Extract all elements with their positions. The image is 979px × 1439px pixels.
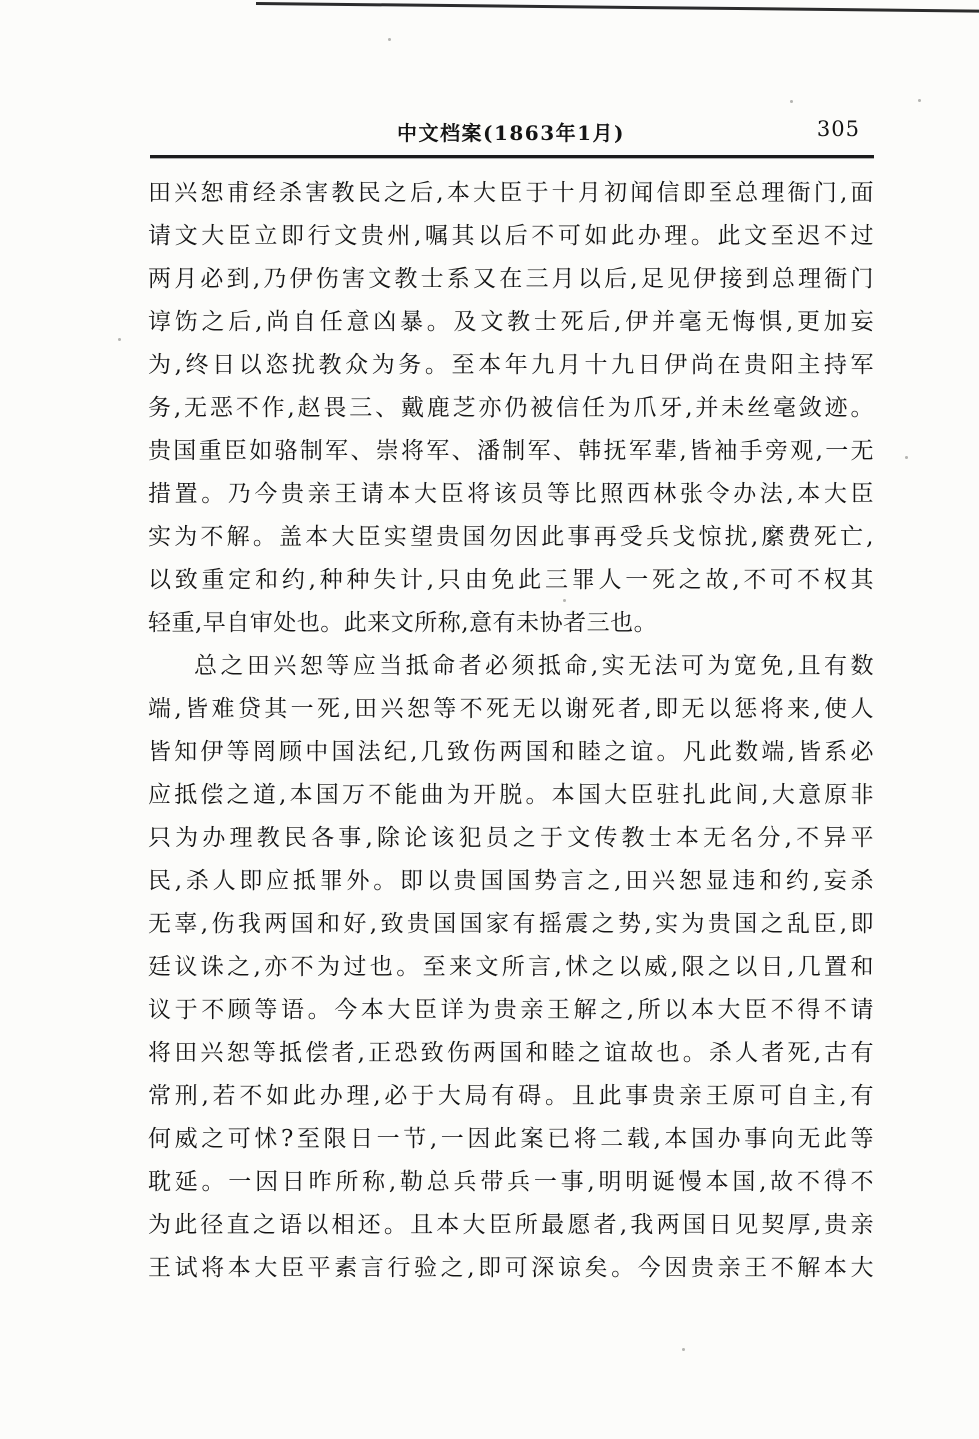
text-line: 应抵偿之道,本国万不能曲为开脱。本国大臣驻扎此间,大意原非	[148, 782, 874, 808]
text-line: 务,无恶不作,赵畏三、戴鹿芝亦仍被信任为爪牙,并未丝毫敛迹。	[148, 395, 874, 421]
text-line: 贵国重臣如骆制军、崇将军、潘制军、韩抚军辈,皆袖手旁观,一无	[148, 438, 874, 464]
text-line: 只为办理教民各事,除论该犯员之于文传教士本无名分,不异平	[148, 825, 874, 851]
scan-speck	[918, 99, 921, 102]
text-line: 议于不顾等语。今本大臣详为贵亲王解之,所以本大臣不得不请	[148, 997, 874, 1023]
running-title: 中文档案(1863年1月)	[396, 121, 625, 145]
text-line: 皆知伊等罔顾中国法纪,几致伤两国和睦之谊。凡此数端,皆系必	[148, 739, 874, 765]
scan-edge-artifact	[256, 2, 979, 13]
scan-speck	[905, 456, 908, 459]
text-line: 将田兴恕等抵偿者,正恐致伤两国和睦之谊故也。杀人者死,古有	[148, 1040, 874, 1066]
scan-speck	[388, 38, 391, 41]
text-line: 田兴恕甫经杀害教民之后,本大臣于十月初闻信即至总理衙门,面	[148, 180, 874, 206]
scan-speck	[118, 338, 121, 341]
text-line: 总之田兴恕等应当抵命者必须抵命,实无法可为宽免,且有数	[194, 653, 874, 679]
text-line: 何威之可怵?至限日一节,一因此案已将二载,本国办事向无此等	[148, 1126, 874, 1152]
page-header	[148, 117, 874, 151]
text-line: 以致重定和约,种种失计,只由免此三罪人一死之故,不可不权其	[148, 567, 874, 593]
document-body	[148, 172, 874, 1290]
text-line: 王试将本大臣平素言行验之,即可深谅矣。今因贵亲王不解本大	[148, 1255, 874, 1281]
text-line: 常刑,若不如此办理,必于大局有碍。且此事贵亲王原可自主,有	[148, 1083, 874, 1109]
text-line: 轻重,早自审处也。此来文所称,意有未协者三也。	[148, 610, 658, 636]
text-line: 廷议诛之,亦不为过也。至来文所言,怵之以威,限之以日,几置和	[148, 954, 874, 980]
text-line: 无辜,伤我两国和好,致贵国国家有摇震之势,实为贵国之乱臣,即	[148, 911, 874, 937]
text-line: 民,杀人即应抵罪外。即以贵国国势言之,田兴恕显违和约,妄杀	[148, 868, 874, 894]
text-line: 措置。乃今贵亲王请本大臣将该员等比照西林张令办法,本大臣	[148, 481, 874, 507]
text-line: 谆饬之后,尚自任意凶暴。及文教士死后,伊并毫无悔惧,更加妄	[148, 309, 874, 335]
text-line: 端,皆难贷其一死,田兴恕等不死无以谢死者,即无以惩将来,使人	[148, 696, 874, 722]
paragraph	[148, 645, 874, 1290]
scan-speck	[790, 100, 793, 103]
header-rule	[150, 155, 874, 158]
paragraph	[148, 172, 874, 645]
text-line: 实为不解。盖本大臣实望贵国勿因此事再受兵戈惊扰,縻费死亡,	[148, 524, 874, 550]
text-line: 为,终日以恣扰教众为务。至本年九月十九日伊尚在贵阳主持军	[148, 352, 874, 378]
scan-speck	[682, 1348, 685, 1351]
text-line: 请文大臣立即行文贵州,嘱其以后不可如此办理。此文至迟不过	[148, 223, 874, 249]
text-line: 耽延。一因日昨所称,勒总兵带兵一事,明明诞慢本国,故不得不	[148, 1169, 874, 1195]
text-line: 两月必到,乃伊伤害文教士系又在三月以后,足见伊接到总理衙门	[148, 266, 874, 292]
text-line: 为此径直之语以相还。且本大臣所最愿者,我两国日见契厚,贵亲	[148, 1212, 874, 1238]
page-number: 305	[816, 117, 860, 141]
